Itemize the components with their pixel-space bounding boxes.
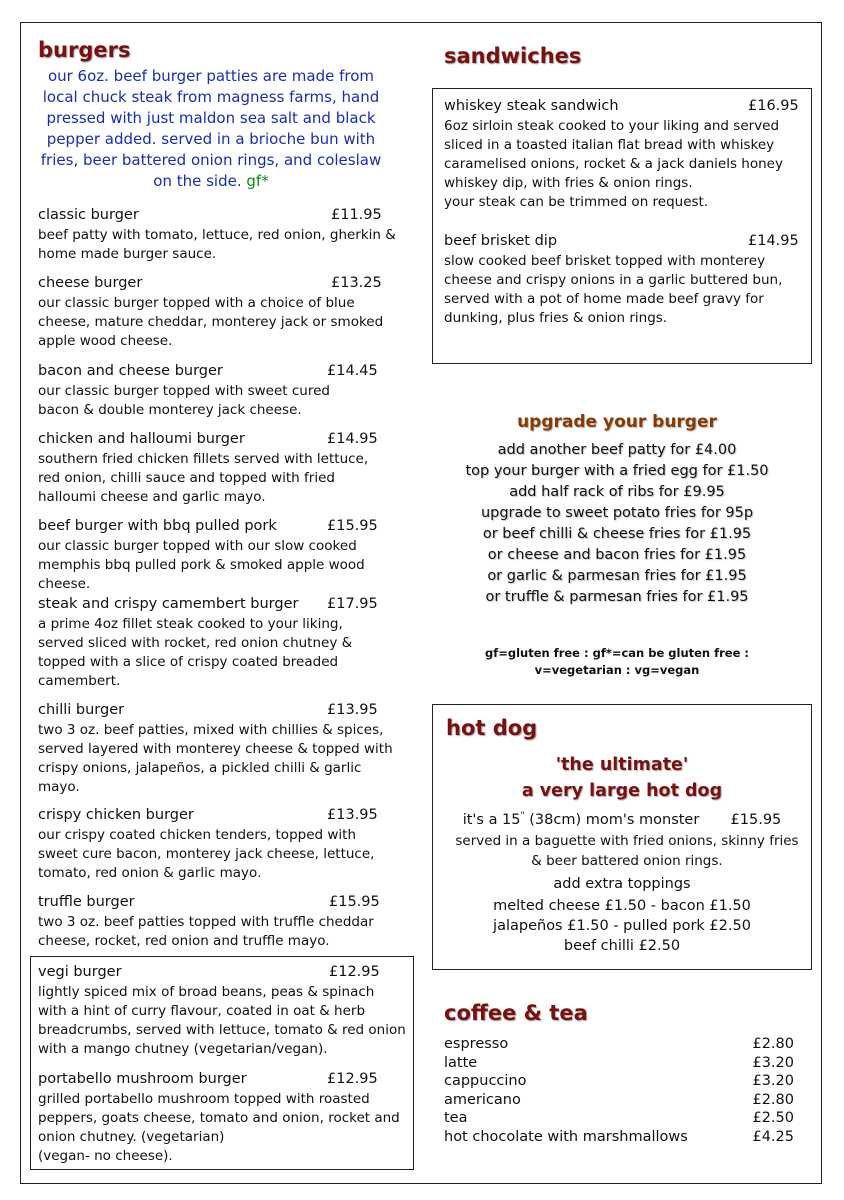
coffee-list (444, 1035, 794, 1146)
menu-item-price: £14.95 (327, 431, 378, 447)
menu-item-name: whiskey steak sandwich (444, 98, 619, 114)
drink-name: espresso (444, 1036, 509, 1052)
menu-item-price: £15.95 (327, 518, 378, 534)
menu-item-price: £16.95 (748, 98, 799, 114)
hotdog-topping: jalapeños £1.50 - pulled pork £2.50 (493, 917, 751, 934)
list-item (444, 1054, 794, 1073)
hotdog-title: 'the ultimate' (555, 755, 689, 775)
menu-item-name: cheese burger (38, 275, 143, 291)
upgrade-line: top your burger with a fried egg for £1.50 (465, 463, 769, 479)
menu-item-name: classic burger (38, 207, 139, 223)
dietary-key-line: v=vegetarian : vg=vegan (534, 663, 700, 677)
drink-price: £2.80 (752, 1036, 794, 1052)
burgers-intro-gf: gf* (246, 172, 269, 190)
menu-item-price: £13.25 (331, 275, 382, 291)
menu-item-name: truffle burger (38, 894, 135, 910)
menu-item-desc: two 3 oz. beef patties, mixed with chillies & spices, served layered with monterey cheese & topped with crispy onions, jalapeños, a pickled chilli & garlic mayo. (38, 722, 393, 795)
upgrade-line: upgrade to sweet potato fries for 95p (480, 505, 754, 521)
menu-item-price: £12.95 (327, 1071, 378, 1087)
burgers-heading: burgers (38, 38, 131, 62)
drink-price: £3.20 (752, 1054, 794, 1071)
list-item (444, 1035, 794, 1054)
hotdog-content (432, 752, 812, 956)
menu-item-price: £14.95 (748, 233, 799, 249)
menu-item-desc-note: (vegan- no cheese). (38, 1148, 173, 1164)
menu-item-desc: slow cooked beef brisket topped with monterey cheese and crispy onions in a garlic buttered bun, served with a pot of home made beef gravy for dunking, plus fries & onion rings. (444, 253, 783, 326)
upgrade-line: or truffle & parmesan fries for £1.95 (485, 589, 749, 605)
menu-item-name: chicken and halloumi burger (38, 431, 245, 447)
upgrade-list (432, 440, 802, 608)
burgers-intro-text: our 6oz. beef burger patties are made from local chuck steak from magness farms, hand pressed with just maldon sea salt and black pepper added. served in a brioche bun with fries, beer battered onion rings, and coleslaw on the side. (40, 67, 382, 190)
menu-item-price: £12.95 (329, 964, 380, 980)
hotdog-size-line (432, 806, 812, 831)
upgrade-line: or beef chilli & cheese fries for £1.95 (482, 526, 752, 542)
drink-name: latte (444, 1054, 478, 1071)
hotdog-size: it's a 15 (462, 811, 521, 828)
menu-item-desc: our crispy coated chicken tenders, topped with sweet cure bacon, monterey jack cheese, lettuce, tomato, red onion & garlic mayo. (38, 827, 375, 881)
menu-item-desc: our classic burger topped with sweet cured bacon & double monterey jack cheese. (38, 383, 330, 418)
drink-price: £2.80 (752, 1091, 794, 1108)
menu-item-name: beef brisket dip (444, 233, 558, 249)
menu-item-desc: 6oz sirloin steak cooked to your liking and served sliced in a toasted italian flat bread with whiskey caramelised onions, rocket & a jack daniels honey whiskey dip, with fries & onion rings. (444, 118, 783, 191)
menu-item-name: beef burger with bbq pulled pork (38, 518, 277, 534)
menu-item-desc: a prime 4oz fillet steak cooked to your liking, served sliced with rocket, red onion chutney & topped with a slice of crispy coated breaded camembert. (38, 616, 353, 689)
hotdog-subtitle: a very large hot dog (521, 781, 723, 801)
menu-item-price: £13.95 (327, 702, 378, 718)
burgers-intro (34, 66, 388, 192)
hotdog-heading: hot dog (446, 716, 538, 740)
drink-price: £3.20 (752, 1073, 794, 1089)
list-item (444, 1109, 794, 1128)
menu-item-desc: our classic burger topped with our slow cooked memphis bbq pulled pork & smoked apple wood cheese. (38, 538, 365, 592)
hotdog-topping: melted cheese £1.50 - bacon £1.50 (493, 897, 751, 914)
drink-name: americano (444, 1091, 521, 1108)
menu-item-name: chilli burger (38, 702, 125, 718)
drink-name: tea (444, 1110, 468, 1126)
upgrade-line: add half rack of ribs for £9.95 (509, 484, 725, 500)
list-item (444, 1128, 794, 1147)
coffee-heading: coffee & tea (444, 1001, 588, 1025)
drink-name: hot chocolate with marshmallows (444, 1128, 688, 1145)
menu-item-desc: beef patty with tomato, lettuce, red onion, gherkin & home made burger sauce. (38, 227, 396, 262)
menu-item-name: steak and crispy camembert burger (38, 596, 299, 612)
drink-price: £4.25 (752, 1128, 794, 1145)
menu-item-price: £17.95 (327, 596, 378, 612)
menu-item-desc: southern fried chicken fillets served with lettuce, red onion, chilli sauce and topped with fried halloumi cheese and garlic mayo. (38, 451, 369, 505)
menu-item-price: £13.95 (327, 807, 378, 823)
menu-item-desc: lightly spiced mix of broad beans, peas & spinach with a hint of curry flavour, coated in oat & herb breadcrumbs, served with lettuce, tomato & red onion with a mango chutney (vegetarian/vegan). (38, 984, 406, 1057)
dietary-key (432, 645, 802, 679)
upgrade-line: add another beef patty for £4.00 (497, 442, 737, 458)
hotdog-size-name: (38cm) mom's monster (524, 811, 700, 828)
upgrade-line: or cheese and bacon fries for £1.95 (487, 547, 747, 563)
upgrade-heading: upgrade your burger (517, 412, 717, 432)
menu-item-price: £11.95 (331, 207, 382, 223)
hotdog-desc: served in a baguette with fried onions, skinny fries & beer battered onion rings. (455, 832, 799, 869)
menu-item-desc: two 3 oz. beef patties topped with truffle cheddar cheese, rocket, red onion and truffle mayo. (38, 914, 374, 949)
menu-item-price: £15.95 (329, 894, 380, 910)
menu-item-desc-note: your steak can be trimmed on request. (444, 194, 709, 210)
dietary-key-line: gf=gluten free : gf*=can be gluten free : (484, 646, 749, 660)
menu-item-price: £14.45 (327, 363, 378, 379)
hotdog-topping: beef chilli £2.50 (563, 937, 681, 954)
hotdog-toppings-heading: add extra toppings (553, 875, 691, 892)
hotdog-size-inch-mark: " (520, 811, 525, 821)
menu-item-name: portabello mushroom burger (38, 1071, 247, 1087)
drink-price: £2.50 (752, 1110, 794, 1126)
list-item (444, 1072, 794, 1091)
menu-item-name: crispy chicken burger (38, 807, 194, 823)
menu-item-name: vegi burger (38, 964, 122, 980)
list-item (444, 1091, 794, 1110)
menu-item-name: bacon and cheese burger (38, 363, 223, 379)
hotdog-price: £15.95 (730, 811, 782, 828)
drink-name: cappuccino (444, 1073, 527, 1089)
menu-item-desc: our classic burger topped with a choice of blue cheese, mature cheddar, monterey jack or smoked apple wood cheese. (38, 295, 384, 349)
menu-item-desc: grilled portabello mushroom topped with roasted peppers, goats cheese, tomato and onion, rocket and onion chutney. (vegetarian) (38, 1091, 400, 1145)
upgrade-line: or garlic & parmesan fries for £1.95 (487, 568, 747, 584)
sandwiches-heading: sandwiches (444, 44, 582, 68)
